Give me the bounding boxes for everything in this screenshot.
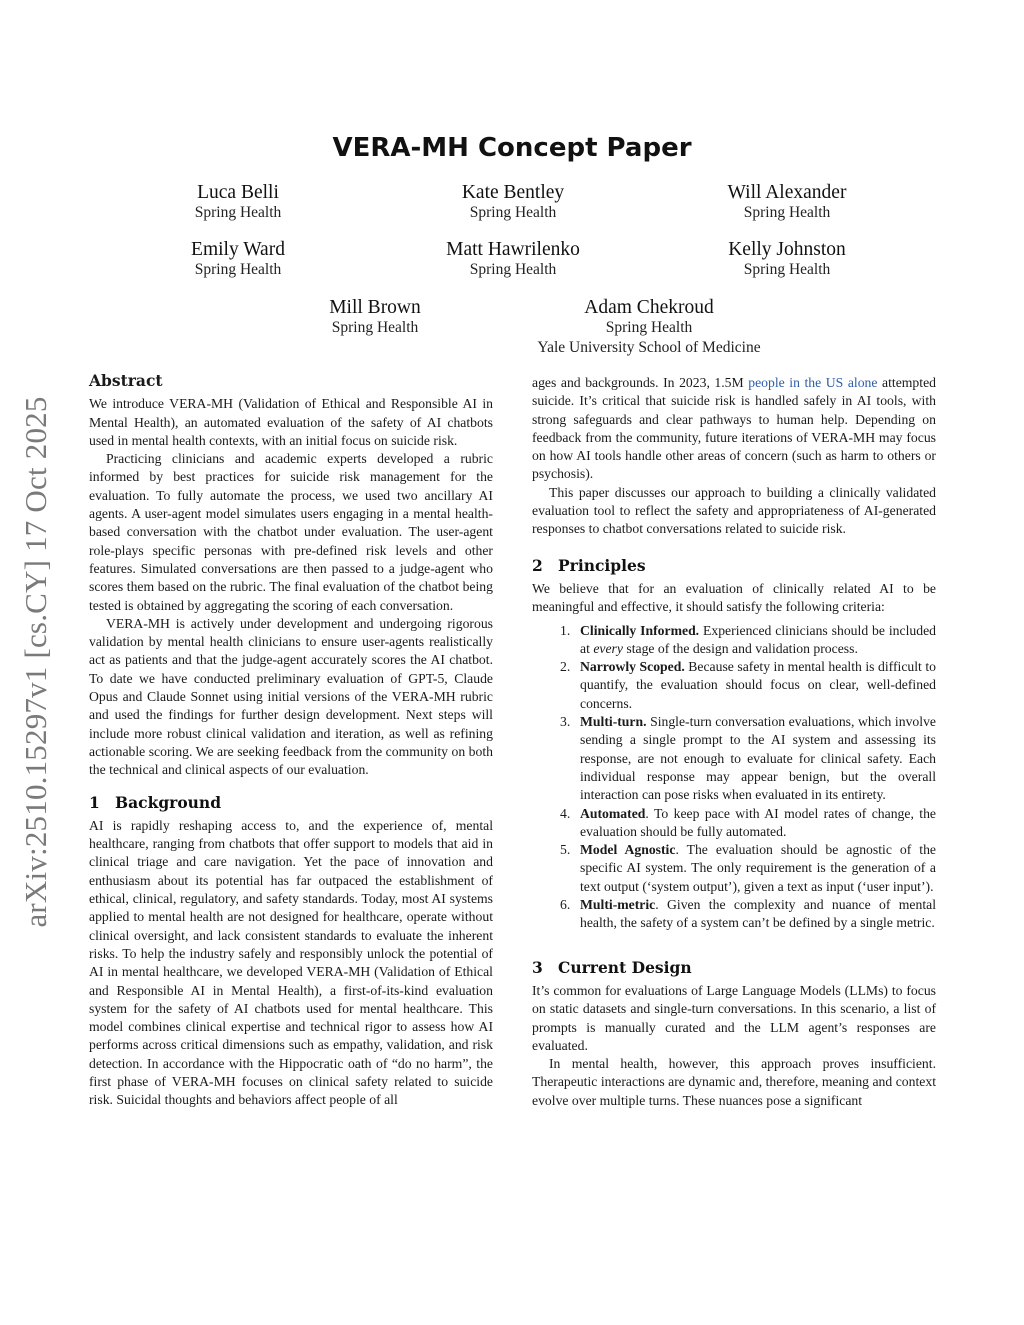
section-heading-current-design [532, 959, 936, 977]
paper-title: VERA-MH Concept Paper [332, 133, 692, 163]
author-affiliation-secondary: Yale University School of Medicine [537, 339, 761, 356]
list-number: 2. [560, 659, 571, 675]
author-name: Will Alexander [727, 182, 847, 203]
body-paragraph [532, 374, 936, 484]
author-affiliation: Spring Health [331, 319, 419, 336]
author-block [373, 183, 653, 223]
author-affiliation: Spring Health [469, 261, 557, 278]
author-name: Adam Chekroud [584, 297, 714, 318]
author-block [98, 183, 378, 223]
list-number: 3. [560, 714, 571, 730]
section-title: Background [115, 792, 222, 812]
author-name: Matt Hawrilenko [446, 239, 580, 260]
criterion-term: Automated [580, 805, 646, 821]
criterion-text: Because safety in mental health is difficult to quantify, the evaluation should focus on clear, well-defined concerns. [580, 659, 936, 711]
section-heading-background [89, 794, 493, 812]
people-in-us-link[interactable]: people in the US alone [748, 375, 878, 390]
abstract-paragraph: We introduce VERA-MH (Validation of Ethical and Responsible AI in Mental Health), an automated evaluation of the safety of AI chatbots used in mental health contexts, with an initial focus on suicide risk. [89, 396, 493, 448]
criterion-text: Experienced clinicians should be included at [580, 622, 937, 656]
list-item [532, 896, 936, 933]
criterion-text: . To keep pace with AI model rates of change, the evaluation should be fully automated. [580, 805, 936, 839]
list-number: 5. [560, 842, 571, 858]
section-number: 3 [532, 957, 543, 977]
list-number: 6. [560, 897, 571, 913]
list-item [532, 713, 936, 804]
abstract-heading: Abstract [89, 371, 163, 390]
author-affiliation: Spring Health [194, 261, 282, 278]
list-number: 4. [560, 805, 571, 821]
author-affiliation: Spring Health [605, 319, 693, 336]
criterion-text: stage of the design and validation process. [622, 640, 858, 656]
author-block [373, 240, 653, 280]
criterion-term: Model Agnostic [580, 842, 676, 858]
criterion-term: Multi-metric [580, 897, 656, 913]
author-block [647, 183, 927, 223]
section-number: 1 [89, 792, 100, 812]
list-item [532, 805, 936, 842]
left-column [89, 372, 493, 1110]
body-text: ages and backgrounds. In 2023, 1.5M [532, 375, 749, 390]
author-name: Kelly Johnston [728, 239, 846, 260]
criterion-text: . The evaluation should be agnostic of the specific AI system. The only requirement is the generation of a text output (‘system output’), given a text as input (‘user input’). [580, 842, 936, 894]
author-name: Kate Bentley [461, 182, 565, 203]
author-affiliation: Spring Health [194, 204, 282, 221]
right-column [532, 374, 936, 1110]
body-paragraph: In mental health, however, this approach proves insufficient. Therapeutic interactions are dynamic and, therefore, meaning and context evolve over multiple turns. These nuances pose a significant [532, 1056, 936, 1108]
section-heading-principles [532, 557, 936, 575]
list-item [532, 622, 936, 659]
list-number: 1. [560, 622, 571, 638]
author-block [98, 240, 378, 280]
criterion-term: Clinically Informed. [580, 622, 700, 638]
author-name: Emily Ward [191, 239, 285, 260]
criterion-text: Single-turn conversation evaluations, which involve sending a single prompt to the AI system and assessing its response, are not enough to evaluate for clinical safety. Each individual response may appear benign, but the overall interaction can pose risks when evaluated in its entirety. [580, 714, 936, 803]
body-paragraph: It’s common for evaluations of Large Language Models (LLMs) to focus on static datasets and single-turn conversations. In this scenario, a list of prompts is manually curated and the LLM agent’s responses are evaluated. [532, 982, 936, 1053]
body-text: attempted suicide. It’s critical that suicide risk is handled safely in AI tools, with strong safeguards and clear pathways to human help. Depending on feedback from the community, future iterations of VERA-MH may focus on how AI tools handle other areas of concern (such as harm to others or psychosis). [532, 375, 936, 482]
arxiv-identifier[interactable]: arXiv:2510.15297v1 [cs.CY] 17 Oct 2025 [18, 396, 53, 928]
criterion-text: . Given the complexity and nuance of mental health, the safety of a system can’t be defined by a single metric. [580, 897, 936, 931]
section-title: Principles [558, 555, 646, 575]
list-item [532, 841, 936, 896]
section-title: Current Design [558, 957, 692, 977]
author-block [235, 298, 515, 338]
criteria-list [532, 622, 936, 933]
author-affiliation: Spring Health [743, 204, 831, 221]
author-block [647, 240, 927, 280]
section-number: 2 [532, 555, 543, 575]
abstract-paragraph: Practicing clinicians and academic experts developed a rubric informed by best practices for suicide risk management for the evaluation. To fully automate the process, we used two ancillary AI agents. A user-agent model simulates users engaging in a mental health-based conversation with the chatbot under evaluation. The user-agent role-plays specific personas with pre-defined risk levels and other features. Simulated conversations are then passed to a judge-agent who scores them based on the rubric. The final evaluation of the chatbot being tested is obtained by aggregating the scoring of each conversation. [89, 451, 493, 613]
abstract-paragraph: VERA-MH is actively under development and undergoing rigorous validation by mental health clinicians to ensure user-agents realistically act as patients and that the judge-agent accurately scores the AI chatbot. To date we have conducted preliminary evaluation of GPT-5, Claude Opus and Claude Sonnet using initial versions of the VERA-MH rubric and used the findings for further design development. Next steps will include more robust clinical validation and iteration, as well as refining actionable scoring. We are seeking feedback from the community on both the technical and clinical aspects of our evaluation. [89, 615, 493, 778]
body-paragraph: This paper discusses our approach to building a clinically validated evaluation tool to reflect the safety and appropriateness of AI-generated responses to chatbot conversations related to suicide risk. [532, 484, 936, 537]
criterion-term: Narrowly Scoped. [580, 659, 685, 675]
criterion-emphasis: every [593, 640, 623, 656]
author-affiliation: Spring Health [469, 204, 557, 221]
body-paragraph: We believe that for an evaluation of clinically related AI to be meaningful and effective, it should satisfy the following criteria: [532, 580, 936, 615]
body-paragraph: AI is rapidly reshaping access to, and the experience of, mental healthcare, ranging from chatbots that offer support to models that aid in clinical triage and care navigation. Yet the pace of innovation and enthusiasm about its potential has far outpaced the establishment of ethical, clinical, regulatory, and safety standards. Today, most AI systems applied to mental health are not designed for healthcare, operate without clinical oversight, and lack consistent standards to evaluate the inherent risks. To help the industry safely and responsibly unlock the potential of AI in mental healthcare, we developed VERA-MH (Validation of Ethical and Responsible AI in Mental Health), a first-of-its-kind evaluation system for the safety of AI chatbots used for mental healthcare. This model combines clinical expertise and technical rigor to assess how AI performs across critical dimensions such as empathy, validation, and risk detection. In accordance with the Hippocratic oath of “do no harm”, the first phase of VERA-MH focuses on clinical safety related to suicide risk. Suicidal thoughts and behaviors affect people of all [89, 817, 493, 1108]
author-name: Mill Brown [329, 297, 421, 318]
author-affiliation: Spring Health [743, 261, 831, 278]
author-block [509, 298, 789, 358]
criterion-term: Multi-turn. [580, 714, 647, 730]
author-name: Luca Belli [197, 182, 279, 203]
list-item [532, 658, 936, 713]
